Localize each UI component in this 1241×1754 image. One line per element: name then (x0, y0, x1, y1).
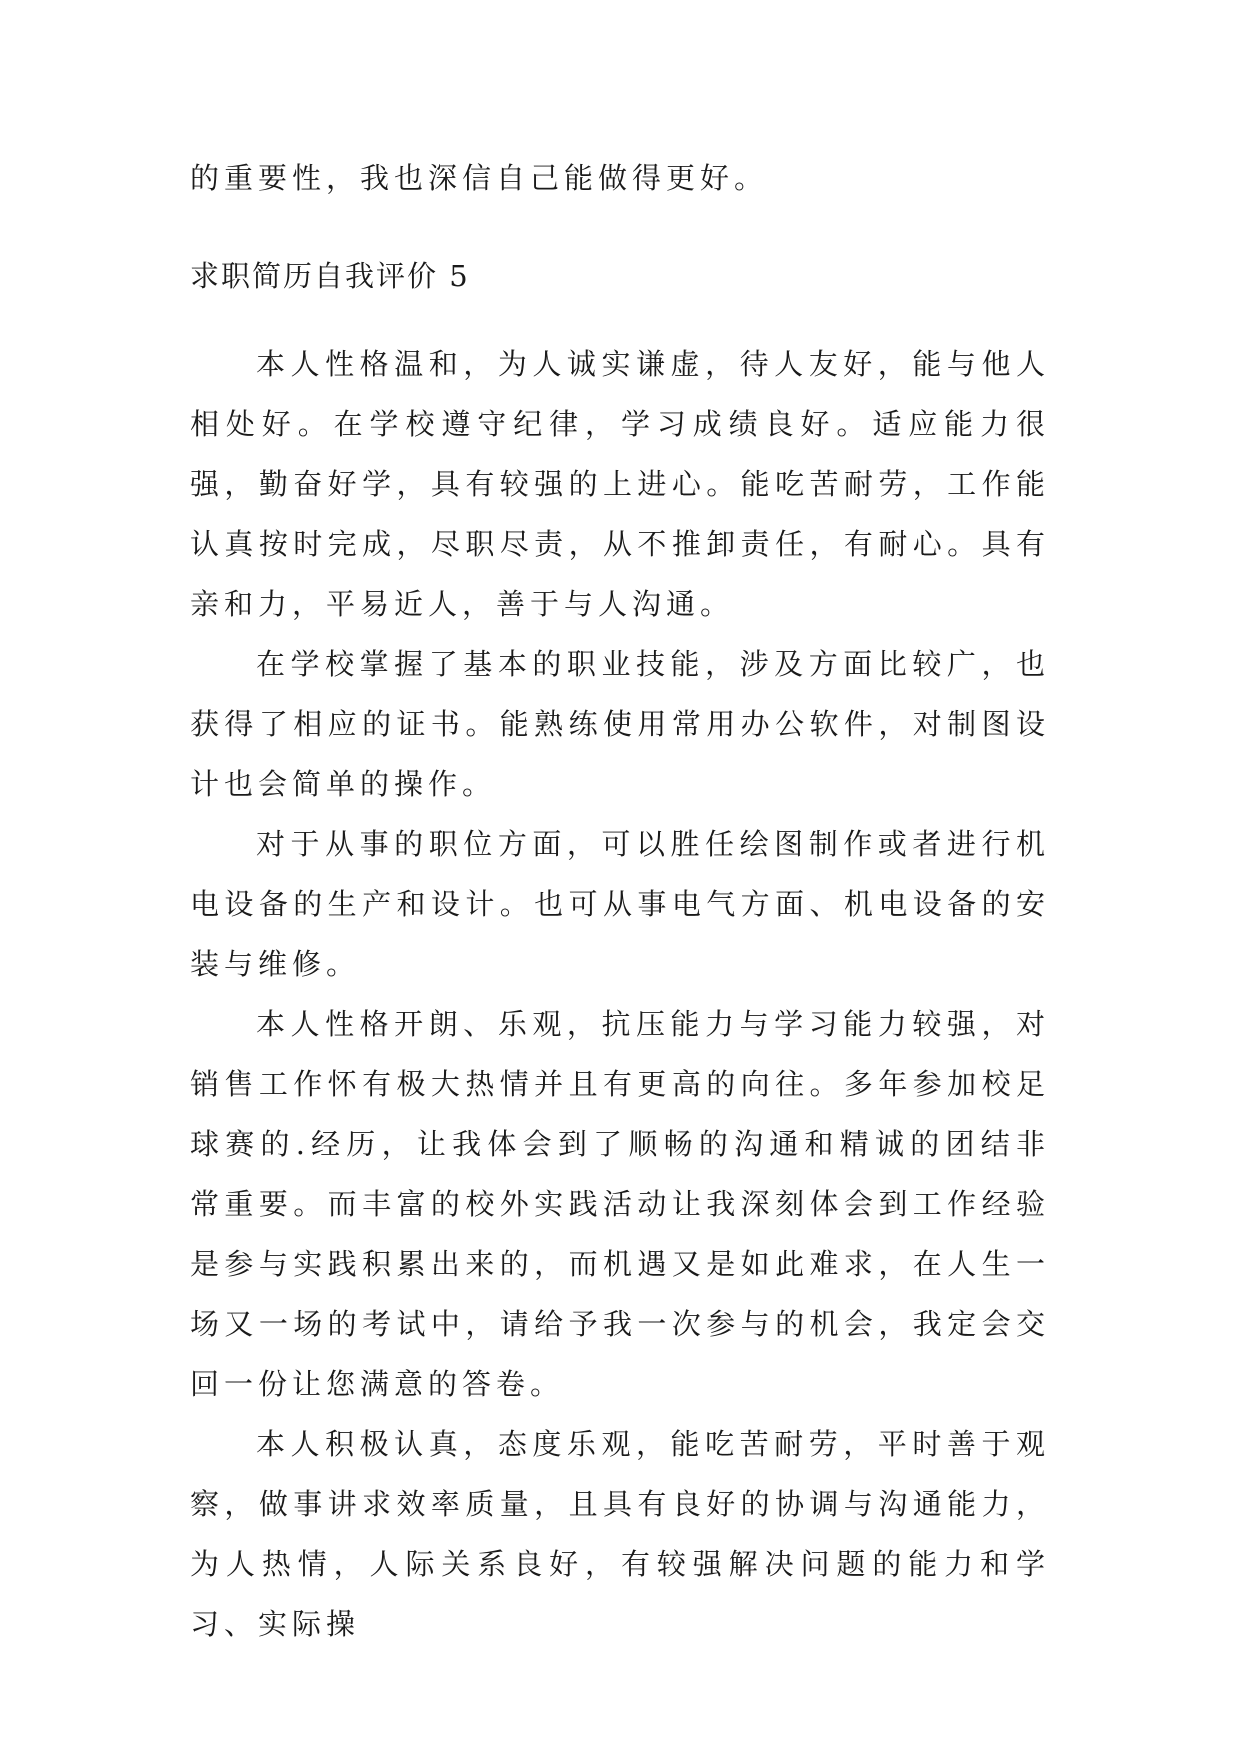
document-body (190, 334, 1050, 1654)
intro-text: 的重要性，我也深信自己能做得更好。 (190, 161, 769, 195)
paragraph: 本人性格开朗、乐观，抗压能力与学习能力较强，对销售工作怀有极大热情并且有更高的向往。多年参加校足球赛的.经历，让我体会到了顺畅的沟通和精诚的团结非常重要。而丰富的校外实践活动让我深刻体会到工作经验是参与实践积累出来的，而机遇又是如此难求，在人生一场又一场的考试中，请给予我一次参与的机会，我定会交回一份让您满意的答卷。 (190, 1007, 1050, 1401)
paragraph: 本人积极认真，态度乐观，能吃苦耐劳，平时善于观察，做事讲求效率质量，且具有良好的协调与沟通能力，为人热情，人际关系良好，有较强解决问题的能力和学习、实际操 (190, 1427, 1050, 1641)
paragraph: 本人性格温和，为人诚实谦虚，待人友好，能与他人相处好。在学校遵守纪律，学习成绩良好。适应能力很强，勤奋好学，具有较强的上进心。能吃苦耐劳，工作能认真按时完成，尽职尽责，从不推卸责任，有耐心。具有亲和力，平易近人，善于与人沟通。 (190, 347, 1050, 621)
paragraph: 对于从事的职位方面，可以胜任绘图制作或者进行机电设备的生产和设计。也可从事电气方面、机电设备的安装与维修。 (190, 827, 1050, 981)
paragraph: 在学校掌握了基本的职业技能，涉及方面比较广，也获得了相应的证书。能熟练使用常用办公软件，对制图设计也会简单的操作。 (190, 647, 1050, 801)
section-title: 求职简历自我评价 5 (190, 259, 470, 293)
